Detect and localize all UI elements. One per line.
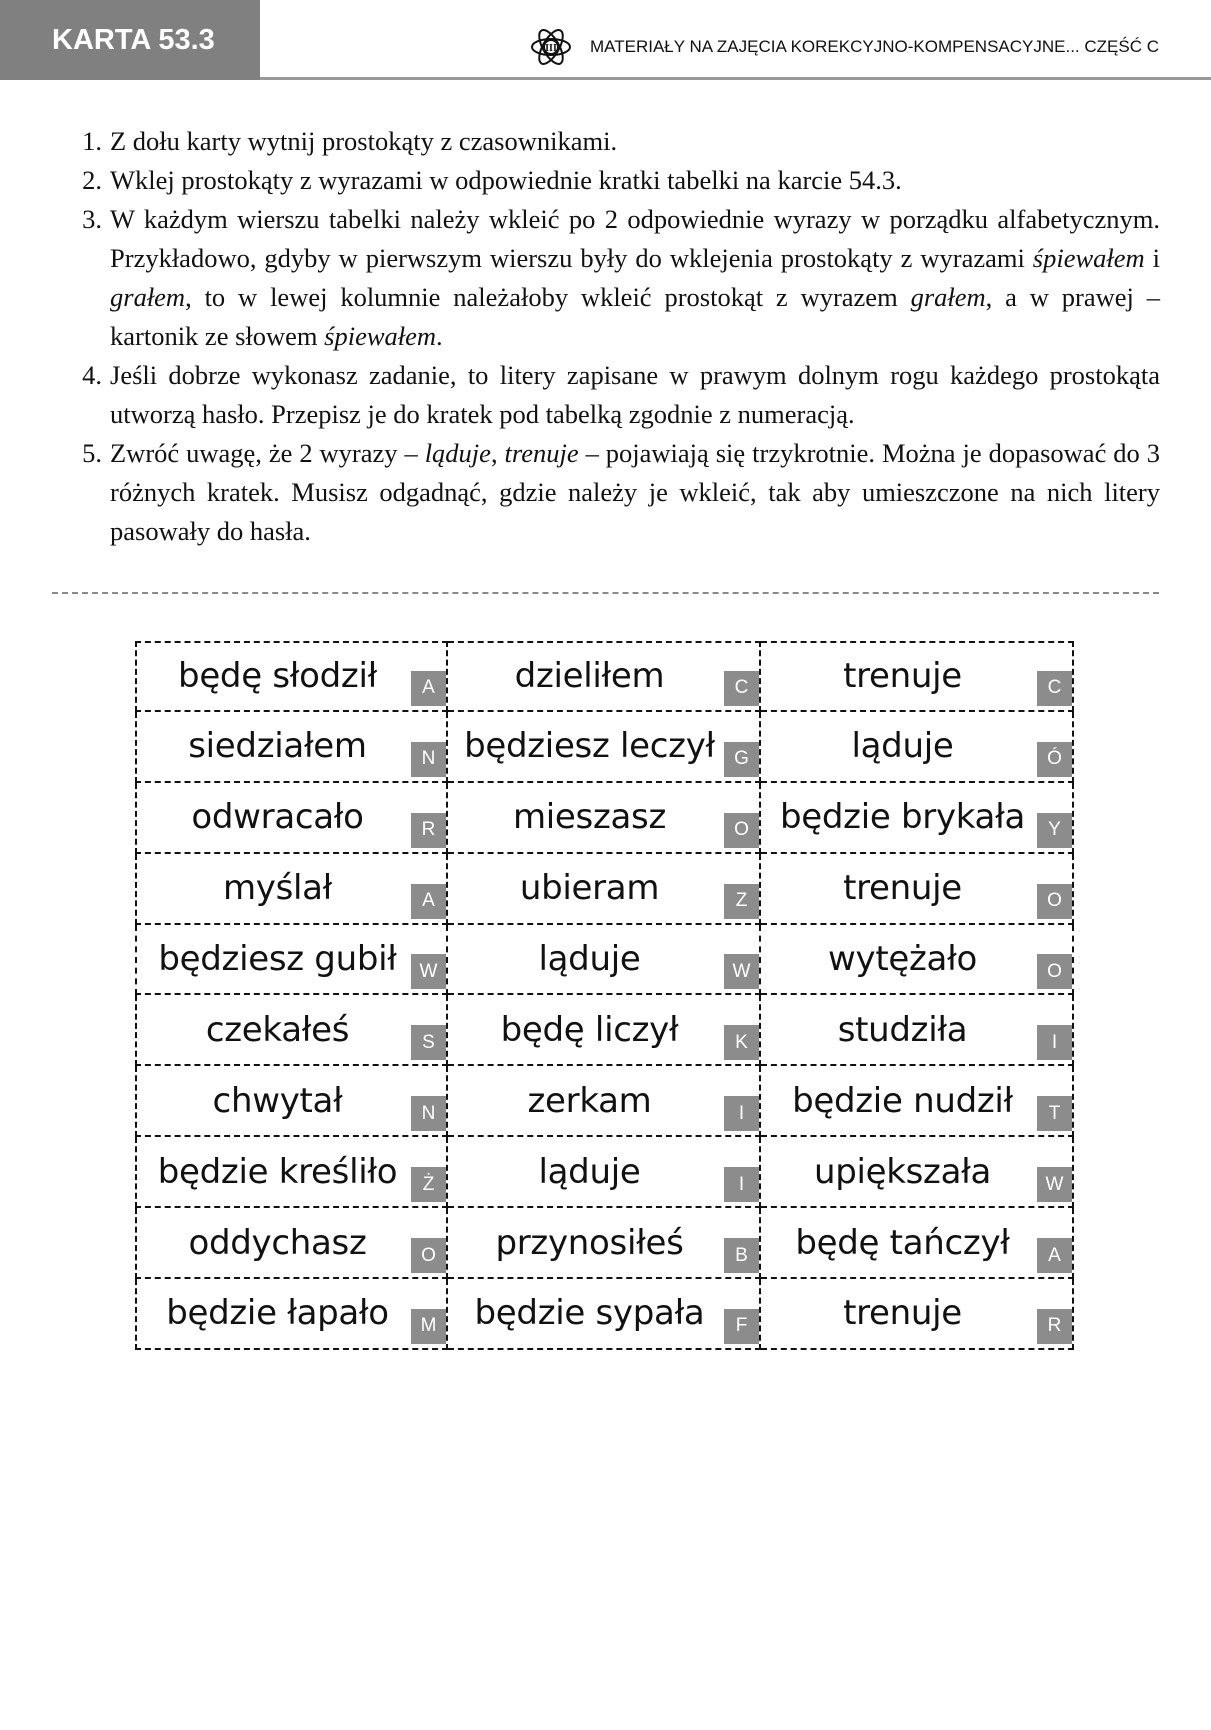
- header-series: [530, 30, 1159, 64]
- word-card[interactable]: [135, 712, 448, 783]
- cut-line: [52, 592, 1159, 594]
- word-card[interactable]: [135, 1208, 448, 1279]
- card-word: będzie nudził: [792, 1080, 1013, 1121]
- card-word: będzie łapało: [166, 1293, 389, 1334]
- card-word: ląduje: [851, 726, 954, 767]
- card-letter: I: [724, 1096, 759, 1131]
- card-letter: A: [411, 671, 446, 706]
- word-card[interactable]: [448, 925, 761, 996]
- word-card[interactable]: [448, 712, 761, 783]
- text-run: Wklej prostokąty z wyrazami w odpowiednie kratki tabelki na karcie 54.3.: [110, 165, 902, 195]
- card-letter: T: [1037, 1096, 1072, 1131]
- italic-word: grałem: [910, 282, 986, 312]
- instruction-item: [62, 434, 1160, 551]
- card-word: ląduje: [538, 1151, 641, 1192]
- series-title: MATERIAŁY NA ZAJĘCIA KOREKCYJNO-KOMPENSACYJNE... CZĘŚĆ C: [590, 37, 1159, 56]
- word-card[interactable]: [761, 854, 1074, 925]
- header-rule: [260, 77, 1211, 80]
- card-letter: Z: [724, 884, 759, 919]
- card-letter: A: [411, 884, 446, 919]
- word-card[interactable]: [448, 1137, 761, 1208]
- card-letter: G: [724, 742, 759, 777]
- instruction-number: 5.: [82, 438, 102, 468]
- text-run: Z dołu karty wytnij prostokąty z czasownikami.: [110, 126, 618, 156]
- word-card[interactable]: [448, 1066, 761, 1137]
- word-card[interactable]: [135, 783, 448, 854]
- word-card[interactable]: [761, 1208, 1074, 1279]
- card-word: wytężało: [828, 939, 977, 979]
- card-letter: O: [1037, 954, 1072, 989]
- word-card[interactable]: [761, 641, 1074, 712]
- word-card[interactable]: [448, 854, 761, 925]
- card-letter: Y: [1037, 813, 1072, 848]
- word-card[interactable]: [761, 712, 1074, 783]
- word-card[interactable]: [135, 641, 448, 712]
- card-letter: Ó: [1037, 742, 1072, 777]
- italic-word: grałem: [110, 282, 186, 312]
- word-card[interactable]: [135, 1137, 448, 1208]
- card-word: oddychasz: [188, 1222, 367, 1263]
- instruction-number: 1.: [82, 126, 102, 156]
- card-word: siedziałem: [188, 726, 367, 767]
- card-letter: F: [724, 1309, 759, 1344]
- atom-logo-icon: [530, 26, 572, 68]
- text-run: – pojawiają się trzykrotnie. Można je dopasować do 3 różnych kratek. Musisz odgadnąć, gdzie należy je wkleić, tak aby umieszczone na nich litery pasowały do hasła.: [110, 438, 1160, 546]
- card-word: będę słodził: [178, 656, 377, 697]
- card-letter: N: [411, 742, 446, 777]
- card-word: ląduje: [538, 939, 641, 979]
- card-letter: O: [411, 1238, 446, 1273]
- card-word: dzieliłem: [514, 656, 665, 697]
- word-card[interactable]: [135, 854, 448, 925]
- card-letter: W: [411, 954, 446, 989]
- svg-text:III: III: [545, 43, 557, 54]
- word-card[interactable]: [448, 1208, 761, 1279]
- word-card[interactable]: [448, 783, 761, 854]
- card-letter: A: [1037, 1238, 1072, 1273]
- card-word: odwracało: [191, 797, 364, 838]
- card-letter: C: [724, 671, 759, 706]
- card-letter: M: [411, 1309, 446, 1344]
- card-letter: I: [724, 1167, 759, 1202]
- italic-word: ląduje: [424, 438, 491, 468]
- instruction-text: [102, 434, 1160, 551]
- instruction-number: 4.: [82, 360, 102, 390]
- word-card[interactable]: [135, 1066, 448, 1137]
- word-card[interactable]: [448, 995, 761, 1066]
- card-letter: K: [724, 1025, 759, 1060]
- card-letter: R: [1037, 1309, 1072, 1344]
- card-letter: C: [1037, 671, 1072, 706]
- text-run: i: [1144, 243, 1160, 273]
- card-letter: Ż: [411, 1167, 446, 1202]
- card-word: ubieram: [519, 868, 660, 909]
- cards-grid: [135, 641, 1074, 1350]
- instruction-text: [102, 122, 1160, 161]
- italic-word: śpiewałem: [1032, 243, 1145, 273]
- card-letter: W: [724, 954, 759, 989]
- text-run: .: [436, 321, 443, 351]
- word-card[interactable]: [761, 1279, 1074, 1350]
- word-card[interactable]: [448, 1279, 761, 1350]
- word-card[interactable]: [761, 783, 1074, 854]
- card-label: KARTA 53.3: [0, 0, 260, 80]
- card-word: przynosiłeś: [495, 1222, 684, 1263]
- instruction-item: [62, 200, 1160, 356]
- card-letter: B: [724, 1238, 759, 1273]
- card-word: będzie brykała: [779, 797, 1025, 838]
- card-word: będziesz gubił: [158, 939, 397, 979]
- card-word: będzie kreśliło: [157, 1151, 398, 1192]
- instruction-item: [62, 161, 1160, 200]
- word-card[interactable]: [761, 995, 1074, 1066]
- card-word: trenuje: [843, 868, 962, 909]
- card-word: zerkam: [527, 1080, 652, 1121]
- card-letter: W: [1037, 1167, 1072, 1202]
- instruction-item: [62, 122, 1160, 161]
- card-word: będę tańczył: [795, 1222, 1010, 1263]
- card-letter: O: [1037, 884, 1072, 919]
- instruction-text: [102, 356, 1160, 434]
- italic-word: śpiewałem: [324, 321, 437, 351]
- card-letter: O: [724, 813, 759, 848]
- text-run: W każdym wierszu tabelki należy wkleić po 2 odpowiednie wyrazy w porządku alfabetycznym. Przykładowo, gdyby w pierwszym wierszu były do wklejenia prostokąty z wyrazami: [110, 204, 1160, 273]
- text-run: Jeśli dobrze wykonasz zadanie, to litery zapisane w prawym dolnym rogu każdego prostokąta utworzą hasło. Przepisz je do kratek pod tabelką zgodnie z numeracją.: [110, 360, 1160, 429]
- text-run: , a w prawej – kartonik ze słowem: [110, 282, 1160, 351]
- word-card[interactable]: [761, 1066, 1074, 1137]
- word-card[interactable]: [135, 925, 448, 996]
- card-word: trenuje: [843, 1293, 962, 1334]
- instructions-list: [62, 122, 1160, 551]
- card-word: będzie sypała: [474, 1293, 705, 1334]
- text-run: ,: [490, 438, 505, 468]
- card-word: trenuje: [843, 656, 962, 697]
- card-letter: N: [411, 1096, 446, 1131]
- instruction-text: [102, 161, 1160, 200]
- instruction-number: 3.: [82, 204, 102, 234]
- card-letter: S: [411, 1025, 446, 1060]
- word-card[interactable]: [448, 641, 761, 712]
- italic-word: trenuje: [504, 438, 579, 468]
- card-word: upiększała: [813, 1151, 992, 1192]
- card-word: będziesz leczył: [464, 726, 715, 767]
- card-word: będę liczył: [500, 1009, 679, 1050]
- text-run: Zwróć uwagę, że 2 wyrazy –: [110, 438, 425, 468]
- word-card[interactable]: [761, 1137, 1074, 1208]
- instruction-text: [102, 200, 1160, 356]
- card-word: mieszasz: [512, 797, 667, 838]
- text-run: , to w lewej kolumnie należałoby wkleić prostokąt z wyrazem: [185, 282, 911, 312]
- card-word: studziła: [837, 1009, 968, 1050]
- word-card[interactable]: [761, 925, 1074, 996]
- card-word: czekałeś: [205, 1009, 350, 1050]
- card-word: myślał: [222, 868, 333, 909]
- word-card[interactable]: [135, 995, 448, 1066]
- word-card[interactable]: [135, 1279, 448, 1350]
- card-letter: I: [1037, 1025, 1072, 1060]
- card-word: chwytał: [212, 1080, 343, 1121]
- card-letter: R: [411, 813, 446, 848]
- instruction-number: 2.: [82, 165, 102, 195]
- instruction-item: [62, 356, 1160, 434]
